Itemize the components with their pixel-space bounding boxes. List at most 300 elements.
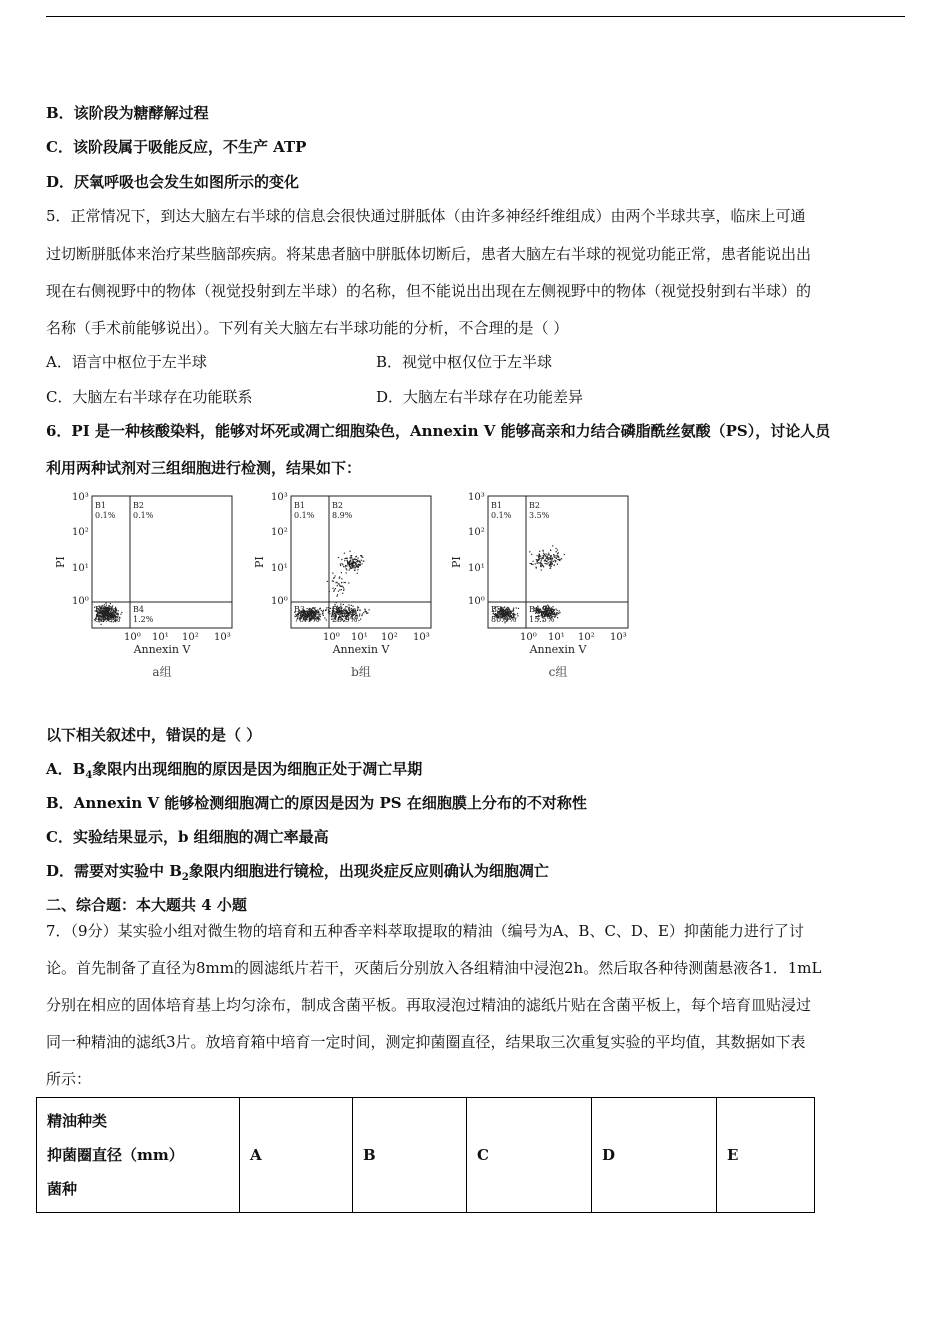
scatter-point: [115, 607, 116, 608]
scatter-point: [513, 609, 514, 610]
scatter-point: [108, 610, 109, 611]
scatter-point: [546, 563, 547, 564]
scatter-point: [343, 590, 344, 591]
scatter-point: [553, 606, 554, 607]
essential-oil-table: [36, 1097, 815, 1213]
scatter-point: [538, 557, 539, 558]
x-axis-label: Annexin V: [133, 643, 191, 656]
scatter-point: [338, 583, 339, 584]
scatter-point: [114, 608, 115, 609]
q6-line-1: 6．PI 是一种核酸染料，能够对坏死或凋亡细胞染色，Annexin V 能够高亲和力结合磷脂酰丝氨酸（PS），讨论人员: [46, 422, 831, 440]
q7-line-4: 同一种精油的滤纸3片。放培育箱中培育一定时间，测定抑菌圈直径，结果取三次重复实验的平均值，其数据如下表: [46, 1033, 806, 1051]
scatter-point: [357, 606, 358, 607]
scatter-point: [347, 560, 348, 561]
scatter-point: [349, 566, 350, 567]
table-col-d: D: [592, 1098, 717, 1213]
scatter-point: [551, 613, 552, 614]
scatter-point: [359, 614, 360, 615]
scatter-point: [351, 563, 352, 564]
scatter-point: [343, 609, 344, 610]
scatter-point: [550, 557, 551, 558]
q7-line-2: 论。首先制备了直径为8mm的圆滤纸片若干，灭菌后分别放入各组精油中浸泡2h。然后取各种待测菌悬液各1．1mL: [46, 959, 822, 977]
scatter-point: [351, 562, 352, 563]
x-tick-label: 10⁰: [124, 632, 141, 643]
quadrant-label: B2: [529, 501, 540, 510]
quadrant-percentage: 0.1%: [294, 511, 315, 520]
scatter-point: [548, 558, 549, 559]
plot-title: a组: [152, 665, 172, 679]
scatter-point: [556, 558, 557, 559]
scatter-point: [541, 611, 542, 612]
scatter-point: [336, 602, 337, 603]
y-tick-label: 10³: [72, 492, 89, 503]
scatter-point: [551, 566, 552, 567]
scatter-point: [344, 560, 345, 561]
scatter-point: [116, 609, 117, 610]
scatter-point: [355, 570, 356, 571]
scatter-point: [359, 609, 360, 610]
scatter-point: [333, 591, 334, 592]
scatter-point: [317, 609, 318, 610]
scatter-point: [359, 615, 360, 616]
scatter-point: [324, 617, 325, 618]
scatter-point: [361, 555, 362, 556]
scatter-point: [328, 612, 329, 613]
scatter-point: [504, 613, 505, 614]
scatter-point: [345, 606, 346, 607]
scatter-point: [329, 611, 330, 612]
quadrant-label: B3: [95, 605, 106, 614]
scatter-point: [351, 566, 352, 567]
scatter-point: [357, 608, 358, 609]
scatter-point: [351, 608, 352, 609]
scatter-point: [548, 606, 549, 607]
scatter-point: [322, 612, 323, 613]
scatter-point: [366, 613, 367, 614]
scatter-point: [357, 561, 358, 562]
plot-c-svg: [446, 486, 636, 696]
scatter-point: [307, 608, 308, 609]
quadrant-percentage: 1.2%: [133, 615, 154, 624]
q5-line-3: 现在右侧视野中的物体（视觉投射到左半球）的名称，但不能说出出现在左侧视野中的物体（视觉投射到右半球）的: [46, 282, 812, 300]
scatter-point: [537, 561, 538, 562]
scatter-point: [340, 586, 341, 587]
scatter-point: [107, 613, 108, 614]
plot-a-svg: [50, 486, 240, 696]
scatter-point: [314, 612, 315, 613]
scatter-point: [358, 557, 359, 558]
scatter-point: [344, 553, 345, 554]
scatter-point: [341, 586, 342, 587]
scatter-point: [531, 554, 532, 555]
scatter-point: [316, 612, 317, 613]
scatter-point: [544, 612, 545, 613]
scatter-point: [549, 557, 550, 558]
scatter-point: [346, 606, 347, 607]
scatter-point: [336, 596, 337, 597]
scatter-point: [546, 611, 547, 612]
quadrant-percentage: 20.9%: [332, 615, 358, 624]
scatter-point: [539, 559, 540, 560]
quadrant-percentage: 0.1%: [133, 511, 154, 520]
scatter-point: [365, 611, 366, 612]
scatter-point: [539, 555, 540, 556]
scatter-point: [555, 616, 556, 617]
scatter-point: [332, 588, 333, 589]
scatter-point: [556, 551, 557, 552]
x-tick-label: 10¹: [548, 632, 565, 643]
scatter-point: [105, 603, 106, 604]
scatter-point: [357, 569, 358, 570]
y-tick-label: 10¹: [271, 563, 288, 574]
scatter-point: [307, 611, 308, 612]
scatter-point: [344, 558, 345, 559]
scatter-point: [310, 608, 311, 609]
scatter-point: [533, 561, 534, 562]
scatter-point: [346, 558, 347, 559]
scatter-point: [531, 563, 532, 564]
quadrant-percentage: 15.5%: [529, 615, 555, 624]
scatter-point: [351, 610, 352, 611]
scatter-point: [341, 563, 342, 564]
top-rule: [46, 16, 905, 17]
x-tick-label: 10³: [413, 632, 430, 643]
quadrant-percentage: 70.1%: [294, 615, 320, 624]
scatter-point: [543, 556, 544, 557]
q6-option-d-post: 象限内细胞进行镜检，出现炎症反应则确认为细胞凋亡: [188, 862, 549, 880]
scatter-point: [347, 563, 348, 564]
scatter-point: [541, 560, 542, 561]
scatter-point: [334, 589, 335, 590]
scatter-point: [556, 614, 557, 615]
plot-a: [50, 486, 240, 696]
scatter-point: [558, 559, 559, 560]
scatter-point: [556, 555, 557, 556]
scatter-point: [330, 608, 331, 609]
scatter-point: [538, 562, 539, 563]
scatter-point: [551, 555, 552, 556]
scatter-point: [321, 610, 322, 611]
scatter-point: [113, 612, 114, 613]
scatter-point: [555, 548, 556, 549]
scatter-point: [352, 567, 353, 568]
scatter-point: [357, 573, 358, 574]
scatter-point: [343, 588, 344, 589]
quadrant-label: B2: [332, 501, 343, 510]
scatter-point: [320, 616, 321, 617]
scatter-point: [551, 607, 552, 608]
scatter-point: [554, 565, 555, 566]
x-tick-label: 10²: [578, 632, 595, 643]
scatter-point: [356, 563, 357, 564]
scatter-point: [540, 564, 541, 565]
scatter-point: [332, 573, 333, 574]
scatter-point: [350, 560, 351, 561]
quadrant-label: B1: [294, 501, 305, 510]
scatter-point: [312, 608, 313, 609]
scatter-point: [550, 559, 551, 560]
scatter-point: [559, 560, 560, 561]
scatter-point: [346, 569, 347, 570]
scatter-point: [550, 550, 551, 551]
scatter-point: [541, 569, 542, 570]
scatter-point: [347, 611, 348, 612]
scatter-point: [535, 563, 536, 564]
scatter-point: [536, 559, 537, 560]
q4-option-d: D．厌氧呼吸也会发生如图所示的变化: [46, 173, 300, 191]
scatter-point: [341, 572, 342, 573]
scatter-point: [544, 563, 545, 564]
x-axis-label: Annexin V: [529, 643, 587, 656]
scatter-point: [504, 607, 505, 608]
scatter-point: [308, 609, 309, 610]
scatter-point: [352, 606, 353, 607]
quadrant-label: B2: [133, 501, 144, 510]
scatter-point: [542, 557, 543, 558]
scatter-point: [309, 610, 310, 611]
scatter-point: [555, 609, 556, 610]
table-col-c: C: [467, 1098, 592, 1213]
scatter-point: [540, 565, 541, 566]
x-tick-label: 10⁰: [323, 632, 340, 643]
scatter-point: [557, 553, 558, 554]
scatter-point: [559, 610, 560, 611]
scatter-point: [323, 610, 324, 611]
scatter-point: [350, 558, 351, 559]
scatter-point: [546, 608, 547, 609]
scatter-point: [539, 551, 540, 552]
scatter-point: [327, 581, 328, 582]
scatter-point: [110, 611, 111, 612]
q5-line-2: 过切断胼胝体来治疗某些脑部疾病。将某患者脑中胼胝体切断后，患者大脑左右半球的视觉功能正常，患者能说出出: [46, 245, 812, 263]
quadrant-percentage: 0.1%: [491, 511, 512, 520]
quadrant-label: B1: [95, 501, 106, 510]
scatter-point: [548, 553, 549, 554]
scatter-point: [358, 564, 359, 565]
scatter-point: [326, 619, 327, 620]
y-axis-label: PI: [253, 556, 266, 568]
scatter-point: [506, 609, 507, 610]
scatter-point: [326, 607, 327, 608]
scatter-point: [318, 612, 319, 613]
scatter-point: [112, 605, 113, 606]
scatter-point: [513, 608, 514, 609]
scatter-point: [335, 588, 336, 589]
scatter-point: [107, 610, 108, 611]
scatter-point: [351, 605, 352, 606]
scatter-point: [344, 612, 345, 613]
scatter-point: [114, 610, 115, 611]
scatter-point: [109, 608, 110, 609]
scatter-point: [516, 607, 517, 608]
scatter-point: [344, 608, 345, 609]
scatter-point: [508, 609, 509, 610]
quadrant-percentage: 98.6%: [95, 615, 121, 624]
scatter-point: [335, 582, 336, 583]
scatter-point: [547, 561, 548, 562]
scatter-point: [312, 610, 313, 611]
scatter-point: [564, 554, 565, 555]
scatter-point: [343, 566, 344, 567]
scatter-point: [341, 582, 342, 583]
scatter-point: [544, 606, 545, 607]
scatter-point: [339, 576, 340, 577]
scatter-point: [552, 564, 553, 565]
q4-option-c: C．该阶段属于吸能反应，不生产 ATP: [46, 138, 307, 156]
scatter-point: [314, 608, 315, 609]
scatter-point: [507, 607, 508, 608]
scatter-point: [363, 561, 364, 562]
scatter-point: [345, 610, 346, 611]
scatter-point: [337, 585, 338, 586]
q6-option-a-post: 象限内出现细胞的原因是因为细胞正处于凋亡早期: [92, 760, 423, 778]
scatter-point: [361, 560, 362, 561]
table-header-cell: [37, 1098, 240, 1213]
scatter-point: [352, 559, 353, 560]
scatter-point: [316, 611, 317, 612]
scatter-point: [111, 610, 112, 611]
scatter-point: [517, 615, 518, 616]
q7-line-3: 分别在相应的固体培育基上均匀涂布，制成含菌平板。再取浸泡过精油的滤纸片贴在含菌平板上，每个培育皿贴浸过: [46, 996, 812, 1014]
scatter-point: [348, 609, 349, 610]
scatter-point: [354, 611, 355, 612]
scatter-point: [106, 605, 107, 606]
scatter-point: [356, 556, 357, 557]
scatter-point: [354, 565, 355, 566]
scatter-point: [355, 612, 356, 613]
quadrant-label: B3: [294, 605, 305, 614]
scatter-point: [361, 563, 362, 564]
scatter-point: [329, 591, 330, 592]
q5-option-b: B．视觉中枢仅位于左半球: [376, 353, 553, 371]
scatter-point: [553, 556, 554, 557]
scatter-point: [549, 608, 550, 609]
scatter-point: [311, 611, 312, 612]
scatter-point: [361, 615, 362, 616]
scatter-point: [554, 555, 555, 556]
scatter-point: [111, 608, 112, 609]
q6-option-d-sub: 2: [181, 872, 189, 883]
scatter-point: [358, 567, 359, 568]
scatter-point: [508, 607, 509, 608]
scatter-point: [348, 582, 349, 583]
plot-b-svg: [249, 486, 439, 696]
scatter-point: [348, 604, 349, 605]
scatter-point: [121, 612, 122, 613]
section-2-heading: 二、综合题：本大题共 4 小题: [46, 896, 247, 914]
table-row: [37, 1098, 815, 1213]
scatter-point: [341, 578, 342, 579]
scatter-point: [547, 556, 548, 557]
scatter-point: [359, 561, 360, 562]
scatter-point: [363, 612, 364, 613]
scatter-point: [343, 587, 344, 588]
quadrant-label: B3: [491, 605, 502, 614]
flow-cytometry-figure: [40, 486, 640, 706]
scatter-point: [345, 565, 346, 566]
scatter-point: [537, 555, 538, 556]
scatter-point: [546, 613, 547, 614]
q5-option-a: A．语言中枢位于左半球: [46, 353, 207, 371]
scatter-point: [545, 610, 546, 611]
scatter-point: [557, 564, 558, 565]
scatter-point: [552, 545, 553, 546]
scatter-point: [350, 568, 351, 569]
scatter-point: [314, 609, 315, 610]
scatter-point: [351, 565, 352, 566]
scatter-point: [120, 614, 121, 615]
scatter-point: [343, 604, 344, 605]
x-tick-label: 10¹: [351, 632, 368, 643]
scatter-point: [556, 613, 557, 614]
q5-line-1: 5．正常情况下，到达大脑左右半球的信息会很快通过胼胝体（由许多神经纤维组成）由两个半球共享，临床上可通: [46, 207, 806, 225]
scatter-point: [369, 609, 370, 610]
scatter-point: [110, 603, 111, 604]
scatter-point: [553, 554, 554, 555]
scatter-point: [513, 610, 514, 611]
scatter-point: [545, 555, 546, 556]
scatter-point: [555, 560, 556, 561]
x-tick-label: 10⁰: [520, 632, 537, 643]
scatter-point: [354, 608, 355, 609]
y-tick-label: 10¹: [468, 563, 485, 574]
scatter-point: [540, 556, 541, 557]
scatter-point: [557, 549, 558, 550]
scatter-point: [505, 611, 506, 612]
scatter-point: [309, 612, 310, 613]
scatter-point: [360, 565, 361, 566]
scatter-point: [532, 564, 533, 565]
scatter-point: [507, 611, 508, 612]
scatter-point: [109, 606, 110, 607]
y-axis-label: PI: [54, 556, 67, 568]
scatter-point: [360, 555, 361, 556]
q6-option-b: B．Annexin V 能够检测细胞凋亡的原因是因为 PS 在细胞膜上分布的不对称性: [46, 794, 587, 812]
scatter-point: [312, 613, 313, 614]
scatter-point: [543, 565, 544, 566]
scatter-point: [549, 554, 550, 555]
scatter-point: [549, 610, 550, 611]
scatter-point: [354, 558, 355, 559]
y-tick-label: 10⁰: [72, 596, 89, 607]
q6-line-2: 利用两种试剂对三组细胞进行检测，结果如下：: [46, 459, 362, 477]
quadrant-label: B4: [529, 605, 540, 614]
scatter-point: [548, 562, 549, 563]
header-line-strain: 菌种: [47, 1180, 78, 1198]
scatter-point: [354, 567, 355, 568]
scatter-point: [558, 557, 559, 558]
scatter-point: [551, 562, 552, 563]
scatter-point: [550, 558, 551, 559]
scatter-point: [529, 551, 530, 552]
q6-option-a: [46, 758, 422, 781]
q7-line-1: 7．（9分）某实验小组对微生物的培育和五种香辛料萃取提取的精油（编号为A、B、C、D、E）抑菌能力进行了讨: [46, 922, 804, 940]
scatter-point: [551, 560, 552, 561]
y-tick-label: 10³: [468, 492, 485, 503]
table-col-e: E: [717, 1098, 815, 1213]
scatter-point: [357, 566, 358, 567]
scatter-point: [351, 612, 352, 613]
scatter-point: [510, 613, 511, 614]
y-tick-label: 10⁰: [468, 596, 485, 607]
scatter-point: [349, 565, 350, 566]
scatter-point: [355, 564, 356, 565]
scatter-point: [333, 578, 334, 579]
scatter-point: [338, 557, 339, 558]
quadrant-percentage: 80.9%: [491, 615, 517, 624]
scatter-point: [349, 562, 350, 563]
scatter-point: [360, 619, 361, 620]
